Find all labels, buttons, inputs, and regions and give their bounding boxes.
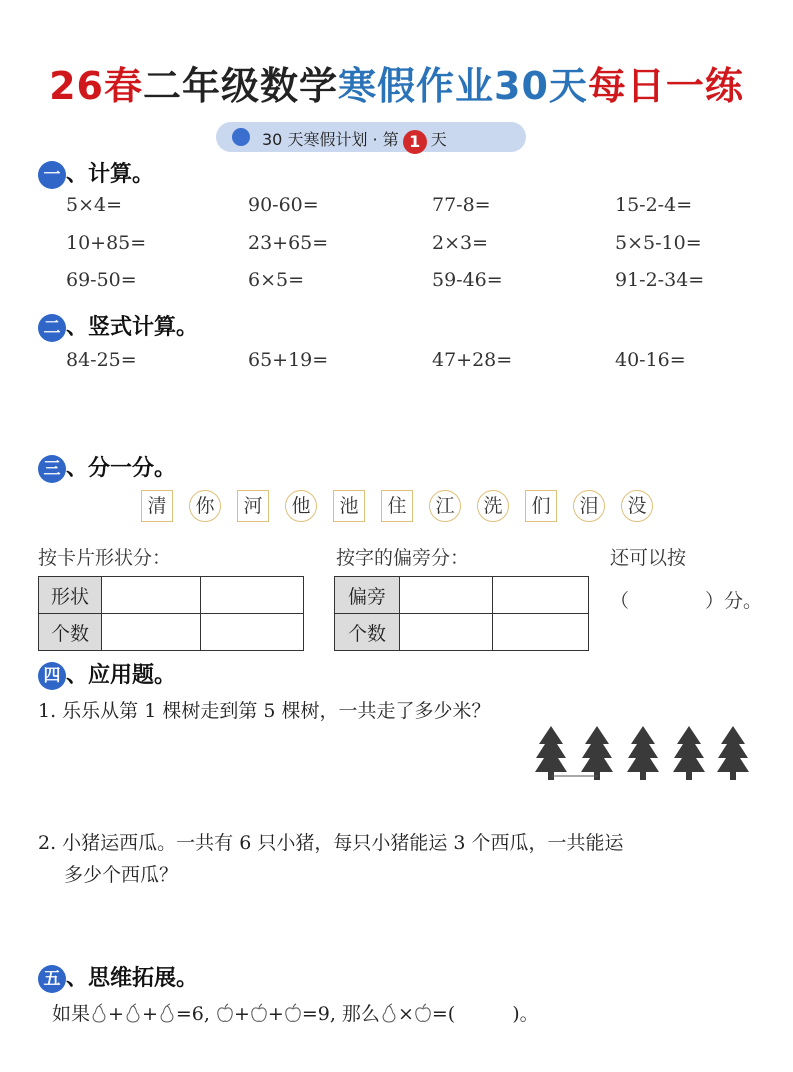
char-card: 住 <box>381 490 413 522</box>
by-shape-label: 按卡片形状分： <box>38 547 172 569</box>
answer-cell[interactable] <box>201 577 304 614</box>
apple-icon <box>284 1003 302 1023</box>
tree-icon <box>533 724 753 784</box>
equals-six: =6, <box>175 1003 210 1025</box>
answer-cell[interactable] <box>400 577 493 614</box>
char-card: 没 <box>621 490 653 522</box>
question-2-line-1: 2. 小猪运西瓜。一共有 6 只小猪，每只小猪能运 3 个西瓜，一共能运 <box>38 832 624 854</box>
plus-sign: + <box>233 1003 250 1025</box>
expression: 90-60= <box>248 194 319 216</box>
char-card: 你 <box>189 490 221 522</box>
section-2-header <box>38 310 198 342</box>
section-5-title: 、思维拓展。 <box>66 966 199 991</box>
tree-distance-label: 5米 <box>565 763 579 772</box>
char-card: 他 <box>285 490 317 522</box>
char-card: 泪 <box>573 490 605 522</box>
char-card: 池 <box>333 490 365 522</box>
section-1-header <box>38 157 154 189</box>
pear-icon <box>380 1003 398 1023</box>
expression: 6×5= <box>248 269 305 291</box>
title-part-4: 每日一练 <box>587 64 744 108</box>
section-5-header <box>38 961 198 993</box>
by-radical-label: 按字的偏旁分： <box>336 547 470 569</box>
section-4-header <box>38 658 176 690</box>
section-2-title: 、竖式计算。 <box>66 315 199 340</box>
answer-cell[interactable] <box>201 614 304 651</box>
expression: 91-2-34= <box>615 269 705 291</box>
apple-icon <box>414 1003 432 1023</box>
section-5-badge: 五 <box>38 965 66 993</box>
page-title <box>0 55 793 110</box>
times-sign: × <box>397 1003 414 1025</box>
shape-table-header-count: 个数 <box>39 614 102 651</box>
vertical-expression: 65+19= <box>248 349 329 371</box>
answer-cell[interactable] <box>102 614 201 651</box>
thinking-equation <box>52 999 539 1026</box>
title-part-2: 二年级数学 <box>142 64 338 108</box>
question-2-line-2: 多少个西瓜？ <box>64 864 179 886</box>
plan-day-badge: 1 <box>403 130 427 154</box>
question-1: 1. 乐乐从第 1 棵树走到第 5 棵树，一共走了多少米？ <box>38 700 491 722</box>
pear-icon <box>158 1003 176 1023</box>
plus-sign: + <box>141 1003 158 1025</box>
section-4-badge: 四 <box>38 662 66 690</box>
expression: 59-46= <box>432 269 503 291</box>
expression: 23+65= <box>248 232 329 254</box>
vertical-expression: 84-25= <box>66 349 137 371</box>
section-1-title: 、计算。 <box>66 162 155 187</box>
radical-table-header-count: 个数 <box>335 614 400 651</box>
plan-prefix: 30 天寒假计划 · 第 <box>262 130 399 149</box>
then-text: 那么 <box>341 1003 380 1025</box>
title-part-3: 寒假作业30天 <box>338 64 588 108</box>
expression: 77-8= <box>432 194 491 216</box>
char-card: 洗 <box>477 490 509 522</box>
paren-answer[interactable]: （ ）分。 <box>610 590 763 612</box>
section-3-header <box>38 451 176 483</box>
vertical-expression: 40-16= <box>615 349 686 371</box>
char-card: 们 <box>525 490 557 522</box>
answer-cell[interactable] <box>400 614 493 651</box>
expression: 69-50= <box>66 269 137 291</box>
expression: 10+85= <box>66 232 147 254</box>
pear-icon <box>124 1003 142 1023</box>
if-text: 如果 <box>52 1003 91 1025</box>
plan-pill <box>216 122 526 152</box>
plus-sign: + <box>108 1003 124 1025</box>
answer-blank[interactable]: =( )。 <box>431 1003 539 1025</box>
section-3-title: 、分一分。 <box>66 456 177 481</box>
pear-icon <box>90 1003 108 1023</box>
plan-suffix: 天 <box>430 130 447 149</box>
vertical-expression: 47+28= <box>432 349 513 371</box>
section-3-badge: 三 <box>38 455 66 483</box>
equals-nine: =9, <box>301 1003 336 1025</box>
radical-table-header-radical: 偏旁 <box>335 577 400 614</box>
shape-table-header-shape: 形状 <box>39 577 102 614</box>
title-part-1: 26春 <box>49 64 143 108</box>
expression: 5×4= <box>66 194 123 216</box>
expression: 2×3= <box>432 232 489 254</box>
char-card: 江 <box>429 490 461 522</box>
shape-table <box>38 576 304 651</box>
char-card: 清 <box>141 490 173 522</box>
section-4-title: 、应用题。 <box>66 663 177 688</box>
expression: 5×5-10= <box>615 232 702 254</box>
apple-icon <box>250 1003 268 1023</box>
dot-icon <box>232 128 250 146</box>
section-2-badge: 二 <box>38 314 66 342</box>
radical-table <box>334 576 589 651</box>
answer-cell[interactable] <box>493 577 589 614</box>
char-card: 河 <box>237 490 269 522</box>
also-label: 还可以按 <box>610 547 687 569</box>
plus-sign: + <box>267 1003 284 1025</box>
trees-illustration <box>533 724 753 784</box>
apple-icon <box>216 1003 234 1023</box>
answer-cell[interactable] <box>493 614 589 651</box>
section-1-badge: 一 <box>38 161 66 189</box>
expression: 15-2-4= <box>615 194 693 216</box>
answer-cell[interactable] <box>102 577 201 614</box>
